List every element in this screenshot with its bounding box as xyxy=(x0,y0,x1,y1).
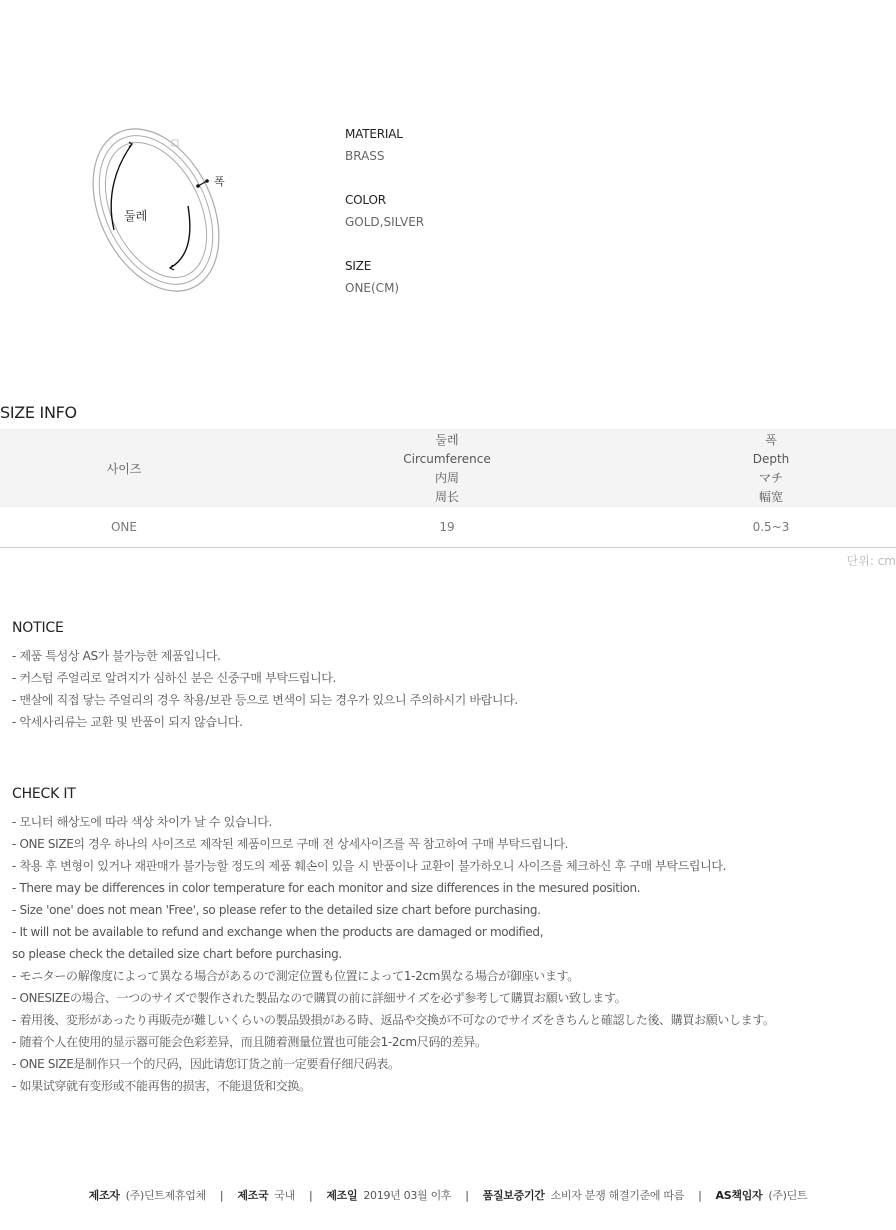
cell-size: ONE xyxy=(0,507,248,547)
list-item: - ONESIZEの場合、一つのサイズで製作された製品なので購買の前に詳細サイズを必ず参考して購買お願い致します。 xyxy=(12,991,627,1005)
list-item: - 착용 후 변형이 있거나 재판매가 불가능할 정도의 제품 훼손이 있을 시 반품이나 교환이 불가하오니 사이즈를 체크하신 후 구매 부탁드립니다. xyxy=(12,859,727,873)
list-item: - 如果试穿就有变形或不能再售的损害，不能退货和交换。 xyxy=(12,1079,311,1093)
cell-depth: 0.5~3 xyxy=(646,507,896,547)
list-item: - 着用後、変形があったり再販売が難しいくらいの製品毀損がある時、返品や交換が不可なのでサイズをきちんと確認した後、購買お願いします。 xyxy=(12,1013,775,1027)
header-depth-ja: マチ xyxy=(758,471,783,485)
spec-color xyxy=(345,193,424,229)
footer-country-key: 제조국 xyxy=(237,1189,269,1202)
list-item: - It will not be available to refund and exchange when the products are damaged or modified, xyxy=(12,925,544,939)
list-item: - モニターの解像度によって異なる場合があるので測定位置も位置によって1-2cm異なる場合が御座います。 xyxy=(12,969,579,983)
list-item: - 모니터 해상도에 따라 색상 차이가 날 수 있습니다. xyxy=(12,815,273,829)
footer-warranty-key: 품질보증기간 xyxy=(482,1189,545,1202)
table-row xyxy=(0,507,896,547)
product-info-footer xyxy=(0,1187,896,1203)
header-circumference-ko: 둘레 xyxy=(435,433,459,447)
header-depth-en: Depth xyxy=(752,452,790,466)
list-item: - ONE SIZE是制作只一个的尺码，因此请您订货之前一定要看仔细尺码表。 xyxy=(12,1057,400,1071)
footer-country-value: 국내 xyxy=(274,1189,295,1202)
spec-material xyxy=(345,127,403,163)
footer-date-key: 제조일 xyxy=(326,1189,358,1202)
header-depth-zh: 幅宽 xyxy=(758,490,783,504)
footer-as-key: AS책임자 xyxy=(715,1189,763,1202)
spec-material-label: MATERIAL xyxy=(345,127,403,141)
size-table xyxy=(0,429,896,548)
header-size-label: 사이즈 xyxy=(106,461,142,476)
footer-manufacturer-key: 제조자 xyxy=(88,1189,120,1202)
size-info-title: SIZE INFO xyxy=(0,403,77,422)
spec-color-label: COLOR xyxy=(345,193,386,207)
list-item: - 커스텀 주얼리로 알려지가 심하신 분은 신중구매 부탁드립니다. xyxy=(12,671,336,685)
spec-size xyxy=(345,259,399,295)
ring-illustration xyxy=(80,118,240,300)
header-circumference-ja: 内周 xyxy=(434,471,459,485)
list-item: - 악세사리류는 교환 및 반품이 되지 않습니다. xyxy=(12,715,243,729)
list-item: - 맨살에 직접 닿는 주얼리의 경우 착용/보관 등으로 변색이 되는 경우가 있으니 주의하시기 바랍니다. xyxy=(12,693,518,707)
header-depth-ko: 폭 xyxy=(765,433,777,447)
header-size xyxy=(0,429,248,507)
list-item: - 제품 특성상 AS가 불가능한 제품입니다. xyxy=(12,649,221,663)
header-circumference-zh: 周长 xyxy=(434,490,459,504)
notice-title: NOTICE xyxy=(12,620,64,636)
spec-material-value: BRASS xyxy=(345,149,385,163)
header-depth xyxy=(646,429,896,507)
size-table-header xyxy=(0,429,896,507)
footer-as-value: (주)딘트 xyxy=(768,1189,808,1202)
footer-separator: | xyxy=(465,1189,469,1202)
header-circumference xyxy=(248,429,646,507)
footer-warranty-value: 소비자 분쟁 해결기준에 따름 xyxy=(550,1189,685,1202)
list-item: - ONE SIZE의 경우 하나의 사이즈로 제작된 제품이므로 구매 전 상세사이즈를 꼭 참고하여 구매 부탁드립니다. xyxy=(12,837,569,851)
footer-separator: | xyxy=(698,1189,702,1202)
notice-list xyxy=(12,645,518,733)
footer-separator: | xyxy=(308,1189,313,1202)
list-item: - There may be differences in color temperature for each monitor and size differences in the mesured position. xyxy=(12,881,641,895)
cell-circumference: 19 xyxy=(248,507,646,547)
footer-manufacturer-value: (주)딘트제휴업체 xyxy=(125,1189,206,1202)
list-item: - 随着个人在使用的显示器可能会色彩差异，而且随着测量位置也可能会1-2cm尺码的差异。 xyxy=(12,1035,487,1049)
spec-color-value: GOLD,SILVER xyxy=(345,215,425,229)
footer-separator: | xyxy=(219,1189,224,1202)
header-circumference-en: Circumference xyxy=(403,452,491,466)
list-item: - Size 'one' does not mean 'Free', so please refer to the detailed size chart before purchasing. xyxy=(12,903,541,917)
check-it-list xyxy=(12,811,775,1097)
spec-size-label: SIZE xyxy=(345,259,372,273)
footer-date-value: 2019년 03월 이후 xyxy=(363,1189,452,1202)
list-item: so please check the detailed size chart before purchasing. xyxy=(12,947,342,961)
check-it-title: CHECK IT xyxy=(12,786,76,802)
spec-size-value: ONE(CM) xyxy=(345,281,400,295)
width-label: 폭 xyxy=(214,175,225,188)
unit-note: 단위: cm xyxy=(846,554,896,568)
circumference-label: 둘레 xyxy=(124,209,148,223)
